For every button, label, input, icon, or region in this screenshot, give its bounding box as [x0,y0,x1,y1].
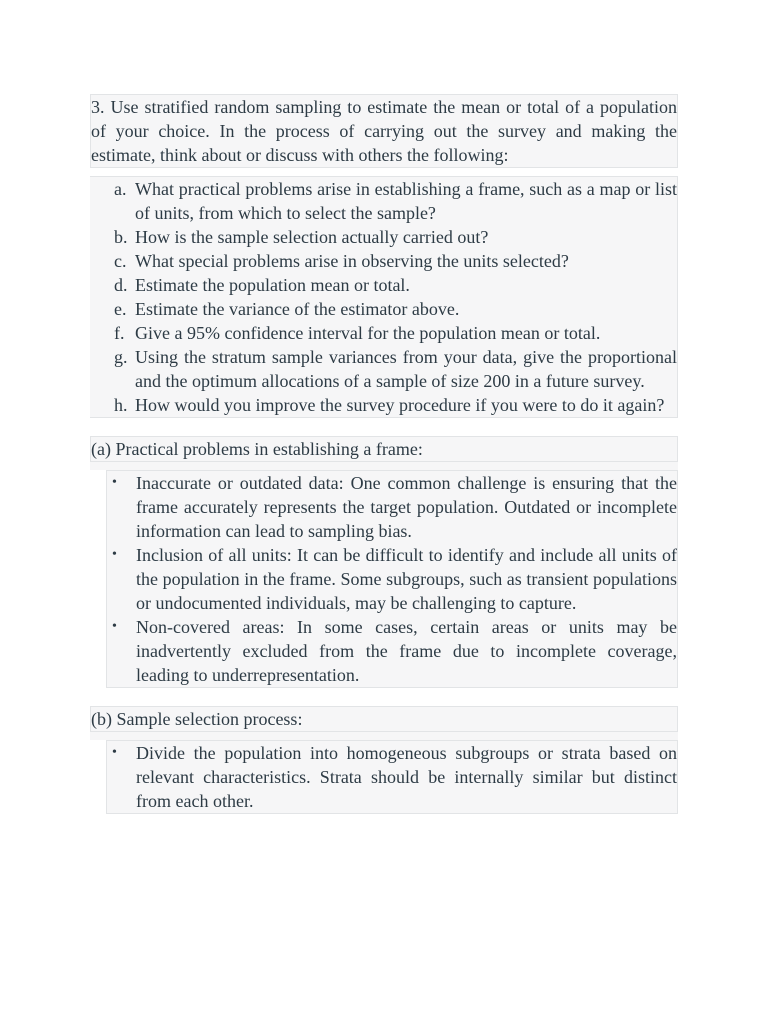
question-intro: 3. Use stratified random sampling to estimate the mean or total of a population of your choice. In the process of carrying out the survey and making the estimate, think about or discuss with others the following: [90,94,678,168]
question-item-b [114,225,677,249]
question-item-g [114,345,677,393]
list-item [107,543,677,615]
item-marker: c. [114,251,127,271]
list-item [107,741,677,813]
item-text: Estimate the population mean or total. [135,275,410,295]
bullet-text: Non-covered areas: In some cases, certain areas or units may be inadvertently excluded from the frame due to incomplete coverage, leading to underrepresentation. [136,617,677,685]
section-a-heading: (a) Practical problems in establishing a frame: [90,436,678,462]
item-marker: h. [114,395,128,415]
question-item-c [114,249,677,273]
item-marker: f. [114,323,125,343]
item-text: Give a 95% confidence interval for the population mean or total. [135,323,601,343]
bullet-text: Inaccurate or outdated data: One common challenge is ensuring that the frame accurately represents the target population. Outdated or incomplete information can lead to sampling bias. [136,473,677,541]
list-item [107,471,677,543]
section-b-bullet-list [106,740,678,814]
document-page [90,94,678,814]
item-marker: e. [114,299,127,319]
question-item-e [114,297,677,321]
bullet-icon: • [112,547,117,562]
question-item-d [114,273,677,297]
question-item-a [114,177,677,225]
item-marker: b. [114,227,128,247]
item-text: What special problems arise in observing the units selected? [135,251,569,271]
spacer [90,462,678,470]
bullet-icon: • [112,745,117,760]
section-a-bullet-list [106,470,678,688]
bullet-icon: • [112,619,117,634]
question-item-h [114,393,677,417]
question-item-list [90,176,678,418]
bullet-icon: • [112,475,117,490]
item-text: How would you improve the survey procedure if you were to do it again? [135,395,665,415]
question-item-f [114,321,677,345]
item-marker: d. [114,275,128,295]
item-text: Estimate the variance of the estimator above. [135,299,460,319]
item-text: What practical problems arise in establishing a frame, such as a map or list of units, from which to select the sample? [135,179,677,223]
item-text: How is the sample selection actually carried out? [135,227,489,247]
bullet-text: Inclusion of all units: It can be difficult to identify and include all units of the population in the frame. Some subgroups, such as transient populations or undocumented individuals, may be challenging to capture. [136,545,677,613]
section-b-heading: (b) Sample selection process: [90,706,678,732]
bullet-text: Divide the population into homogeneous subgroups or strata based on relevant characteristics. Strata should be internally similar but distinct from each other. [136,743,677,811]
item-marker: a. [114,179,127,199]
list-item [107,615,677,687]
item-text: Using the stratum sample variances from your data, give the proportional and the optimum allocations of a sample of size 200 in a future survey. [135,347,677,391]
item-marker: g. [114,347,128,367]
spacer [90,732,678,740]
